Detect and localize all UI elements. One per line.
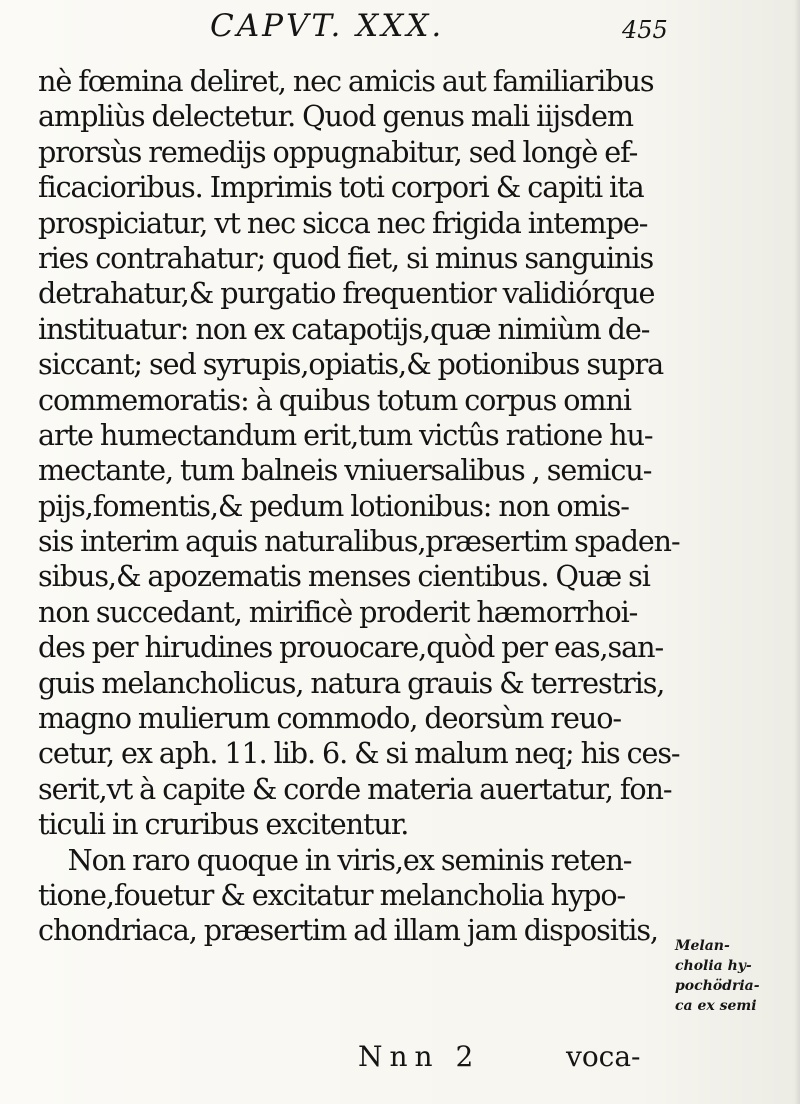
text-line: guis melancholicus, natura grauis & terrestris, — [38, 665, 665, 700]
text-line: ries contrahatur; quod fiet, si minus sanguinis — [38, 240, 654, 275]
signature-mark: Nnn 2 — [358, 1040, 481, 1073]
text-line: ficacioribus. Imprimis toti corpori & capiti ita — [38, 170, 644, 205]
text-line: des per hirudines prouocare,quòd per eas,san- — [38, 630, 664, 665]
catchword: voca- — [566, 1040, 641, 1073]
text-line: detrahatur,& purgatio frequentior validiórque — [38, 276, 655, 311]
text-line: sis interim aquis naturalibus,præsertim spaden- — [38, 524, 680, 559]
margin-note-line: Melan- — [675, 938, 730, 954]
text-line: magno mulierum commodo, deorsùm reuo- — [38, 701, 621, 736]
text-line: cetur, ex aph. 11. lib. 6. & si malum neq; his ces- — [38, 736, 680, 771]
text-line: prospiciatur, vt nec sicca nec frigida intempe- — [38, 205, 648, 240]
text-line: prorsùs remedijs oppugnabitur, sed longè ef- — [38, 134, 638, 169]
margin-note-line: cholia hy- — [675, 958, 752, 974]
margin-note — [675, 936, 795, 1016]
text-line: siccant; sed syrupis,opiatis,& potionibus supra — [38, 347, 664, 382]
text-line: commemoratis: à quibus totum corpus omni — [38, 382, 631, 417]
text-line: non succedant, mirificè proderit hæmorrhoi- — [38, 594, 638, 629]
text-line-paragraph-start: Non raro quoque in viris,ex seminis reten- — [67, 842, 632, 877]
text-line: chondriaca, præsertim ad illam jam dispositis, — [38, 913, 658, 948]
text-line: sibus,& apozematis menses cientibus. Quæ si — [38, 559, 650, 594]
text-line: arte humectandum erit,tum victûs ratione hu- — [38, 417, 653, 452]
body-text — [38, 64, 688, 949]
text-line: ticuli in cruribus excitentur. — [38, 807, 409, 842]
text-line: tione,fouetur & excitatur melancholia hypo- — [38, 877, 626, 912]
text-line: nè fœmina deliret, nec amicis aut familiaribus — [38, 64, 654, 98]
margin-note-line: ca ex semi — [675, 998, 757, 1014]
text-line: mectante, tum balneis vniuersalibus , semicu- — [38, 453, 652, 488]
margin-note-line: pochödria- — [675, 978, 760, 994]
text-line: pijs,fomentis,& pedum lotionibus: non omis- — [38, 488, 629, 523]
text-line: serit,vt à capite & corde materia auertatur, fon- — [38, 771, 672, 806]
running-head: CAPVT. XXX. — [210, 8, 445, 44]
text-line: instituatur: non ex catapotijs,quæ nimiùm de- — [38, 311, 650, 346]
text-line: ampliùs delectetur. Quod genus mali iijsdem — [38, 99, 633, 134]
page-number: 455 — [622, 16, 668, 44]
